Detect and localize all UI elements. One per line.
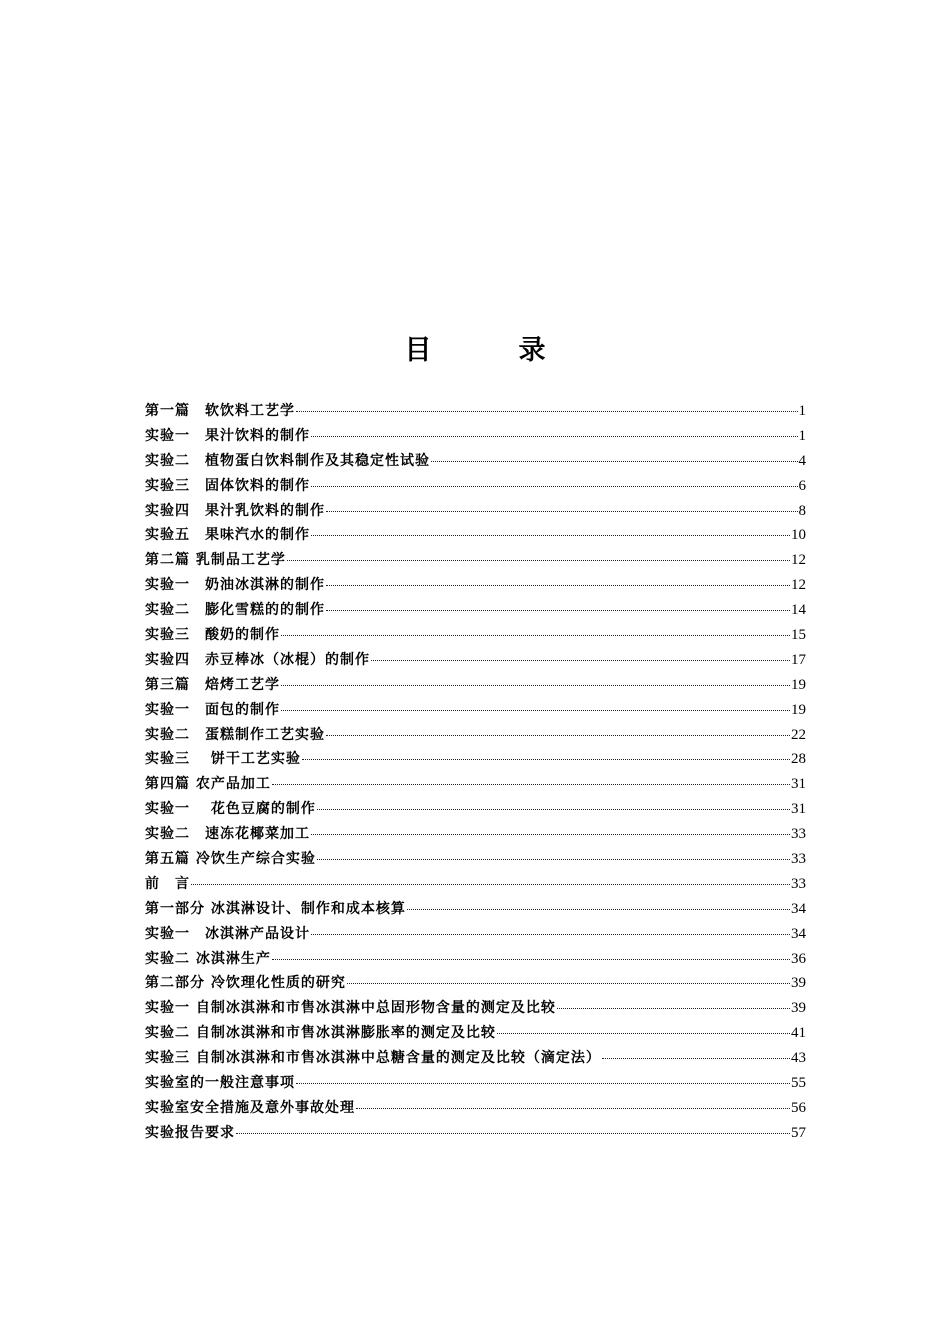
toc-entry-page-number: 10 bbox=[791, 527, 806, 544]
toc-entry-page-number: 39 bbox=[791, 975, 806, 992]
toc-entry-label: 实验四 果汁乳饮料的制作 bbox=[145, 502, 325, 519]
toc-entry-label: 实验三 饼干工艺实验 bbox=[145, 751, 301, 768]
toc-entry-page-number: 36 bbox=[791, 950, 806, 967]
toc-dot-leader bbox=[311, 933, 790, 935]
toc-entry-label: 实验二 速冻花椰菜加工 bbox=[145, 826, 310, 843]
toc-entry-label: 实验一 花色豆腐的制作 bbox=[145, 801, 316, 818]
toc-entry-page-number: 8 bbox=[798, 502, 806, 519]
toc-title: 目 录 bbox=[404, 335, 576, 366]
toc-dot-leader bbox=[302, 758, 790, 760]
toc-entry-page-number: 15 bbox=[791, 627, 806, 644]
toc-entry-label: 前 言 bbox=[145, 875, 190, 892]
toc-dot-leader bbox=[557, 1007, 790, 1009]
toc-entry[interactable] bbox=[145, 548, 806, 573]
toc-entry-page-number: 19 bbox=[791, 676, 806, 693]
toc-dot-leader bbox=[272, 783, 790, 785]
toc-dot-leader bbox=[311, 435, 798, 437]
toc-entry-page-number: 22 bbox=[791, 726, 806, 743]
toc-dot-leader bbox=[191, 883, 790, 885]
toc-entry[interactable] bbox=[145, 449, 806, 474]
toc-entry-page-number: 1 bbox=[798, 403, 806, 419]
toc-entry-label: 实验五 果味汽水的制作 bbox=[145, 527, 310, 544]
toc-entry-page-number: 12 bbox=[791, 577, 806, 594]
toc-entry[interactable] bbox=[145, 996, 806, 1021]
toc-entry-page-number: 33 bbox=[791, 826, 806, 843]
toc-entry[interactable] bbox=[145, 1096, 806, 1121]
toc-entry-page-number: 14 bbox=[791, 602, 806, 619]
toc-entry[interactable] bbox=[145, 897, 806, 922]
toc-entry-page-number: 41 bbox=[791, 1025, 806, 1042]
toc-entry-label: 实验一 面包的制作 bbox=[145, 701, 280, 718]
toc-entry[interactable] bbox=[145, 971, 806, 996]
toc-entry-page-number: 57 bbox=[791, 1124, 806, 1141]
toc-entry-page-number: 6 bbox=[798, 477, 806, 494]
toc-entry-page-number: 1 bbox=[798, 427, 806, 444]
toc-entry[interactable] bbox=[145, 648, 806, 673]
toc-entry-page-number: 39 bbox=[791, 1000, 806, 1017]
toc-entry[interactable] bbox=[145, 922, 806, 947]
toc-entry-label: 实验二 蛋糕制作工艺实验 bbox=[145, 726, 325, 743]
toc-entry-label: 实验一 自制冰淇淋和市售冰淇淋中总固形物含量的测定及比较 bbox=[145, 1000, 556, 1017]
toc-dot-leader bbox=[326, 584, 790, 586]
toc-entry-label: 实验二 植物蛋白饮料制作及其稳定性试验 bbox=[145, 452, 430, 469]
toc-dot-leader bbox=[311, 485, 798, 487]
toc-entry-label: 实验三 固体饮料的制作 bbox=[145, 477, 310, 494]
toc-dot-leader bbox=[296, 410, 798, 412]
toc-dot-leader bbox=[272, 958, 790, 960]
toc-entry[interactable] bbox=[145, 1121, 806, 1146]
toc-entry-page-number: 33 bbox=[791, 851, 806, 868]
toc-entry-page-number: 43 bbox=[791, 1050, 806, 1067]
table-of-contents bbox=[145, 399, 806, 1146]
toc-dot-leader bbox=[407, 908, 790, 910]
toc-entry-label: 实验二 膨化雪糕的的制作 bbox=[145, 602, 325, 619]
toc-dot-leader bbox=[371, 659, 790, 661]
toc-dot-leader bbox=[296, 1082, 790, 1084]
toc-entry[interactable] bbox=[145, 1071, 806, 1096]
toc-dot-leader bbox=[281, 634, 790, 636]
toc-entry[interactable] bbox=[145, 499, 806, 524]
toc-entry-page-number: 17 bbox=[791, 651, 806, 668]
toc-dot-leader bbox=[431, 460, 798, 462]
toc-dot-leader bbox=[497, 1032, 790, 1034]
toc-entry[interactable] bbox=[145, 797, 806, 822]
toc-entry-label: 实验一 果汁饮料的制作 bbox=[145, 427, 310, 444]
toc-entry-page-number: 19 bbox=[791, 701, 806, 718]
toc-entry[interactable] bbox=[145, 399, 806, 424]
toc-entry[interactable] bbox=[145, 623, 806, 648]
toc-entry-label: 第三篇 焙烤工艺学 bbox=[145, 676, 280, 693]
toc-entry[interactable] bbox=[145, 822, 806, 847]
toc-entry-label: 第四篇 农产品加工 bbox=[145, 776, 271, 793]
toc-dot-leader bbox=[287, 559, 790, 561]
toc-dot-leader bbox=[311, 833, 790, 835]
toc-entry[interactable] bbox=[145, 424, 806, 449]
toc-entry-label: 实验二 冰淇淋生产 bbox=[145, 950, 271, 967]
toc-entry[interactable] bbox=[145, 673, 806, 698]
toc-dot-leader bbox=[326, 609, 790, 611]
toc-dot-leader bbox=[317, 808, 790, 810]
toc-entry[interactable] bbox=[145, 1046, 806, 1071]
toc-entry-page-number: 28 bbox=[791, 751, 806, 768]
toc-entry-label: 第一部分 冰淇淋设计、制作和成本核算 bbox=[145, 900, 406, 917]
toc-entry-label: 实验报告要求 bbox=[145, 1124, 235, 1141]
toc-entry[interactable] bbox=[145, 747, 806, 772]
toc-entry[interactable] bbox=[145, 698, 806, 723]
toc-entry-page-number: 33 bbox=[791, 875, 806, 892]
toc-dot-leader bbox=[281, 684, 790, 686]
toc-entry-label: 实验一 奶油冰淇淋的制作 bbox=[145, 577, 325, 594]
toc-entry-label: 第五篇 冷饮生产综合实验 bbox=[145, 851, 316, 868]
toc-entry-label: 第一篇 软饮料工艺学 bbox=[145, 403, 295, 419]
toc-entry-page-number: 4 bbox=[798, 452, 806, 469]
toc-entry-page-number: 34 bbox=[791, 900, 806, 917]
toc-entry-page-number: 56 bbox=[791, 1099, 806, 1116]
toc-dot-leader bbox=[311, 534, 790, 536]
toc-dot-leader bbox=[317, 858, 790, 860]
toc-dot-leader bbox=[326, 510, 798, 512]
toc-dot-leader bbox=[347, 982, 790, 984]
toc-entry[interactable] bbox=[145, 947, 806, 972]
toc-entry-label: 实验四 赤豆棒冰（冰棍）的制作 bbox=[145, 651, 370, 668]
toc-entry[interactable] bbox=[145, 872, 806, 897]
toc-entry-page-number: 55 bbox=[791, 1075, 806, 1092]
toc-dot-leader bbox=[281, 709, 790, 711]
toc-entry-page-number: 12 bbox=[791, 552, 806, 569]
toc-entry[interactable] bbox=[145, 598, 806, 623]
toc-entry[interactable] bbox=[145, 847, 806, 872]
toc-entry-label: 实验室安全措施及意外事故处理 bbox=[145, 1099, 355, 1116]
toc-entry-page-number: 31 bbox=[791, 801, 806, 818]
toc-entry-page-number: 31 bbox=[791, 776, 806, 793]
toc-entry[interactable] bbox=[145, 573, 806, 598]
toc-entry-label: 实验二 自制冰淇淋和市售冰淇淋膨胀率的测定及比较 bbox=[145, 1025, 496, 1042]
toc-entry-page-number: 34 bbox=[791, 925, 806, 942]
toc-dot-leader bbox=[326, 734, 790, 736]
toc-dot-leader bbox=[236, 1132, 790, 1134]
toc-dot-leader bbox=[356, 1107, 790, 1109]
toc-entry[interactable] bbox=[145, 474, 806, 499]
toc-entry[interactable] bbox=[145, 723, 806, 748]
toc-entry-label: 实验三 自制冰淇淋和市售冰淇淋中总糖含量的测定及比较（滴定法） bbox=[145, 1050, 601, 1067]
toc-entry-label: 第二部分 冷饮理化性质的研究 bbox=[145, 975, 346, 992]
toc-entry-label: 实验室的一般注意事项 bbox=[145, 1075, 295, 1092]
toc-dot-leader bbox=[602, 1057, 790, 1059]
toc-entry[interactable] bbox=[145, 1021, 806, 1046]
toc-entry-label: 实验一 冰淇淋产品设计 bbox=[145, 925, 310, 942]
toc-entry-label: 第二篇 乳制品工艺学 bbox=[145, 552, 286, 569]
toc-entry[interactable] bbox=[145, 772, 806, 797]
toc-entry-label: 实验三 酸奶的制作 bbox=[145, 627, 280, 644]
toc-entry[interactable] bbox=[145, 523, 806, 548]
